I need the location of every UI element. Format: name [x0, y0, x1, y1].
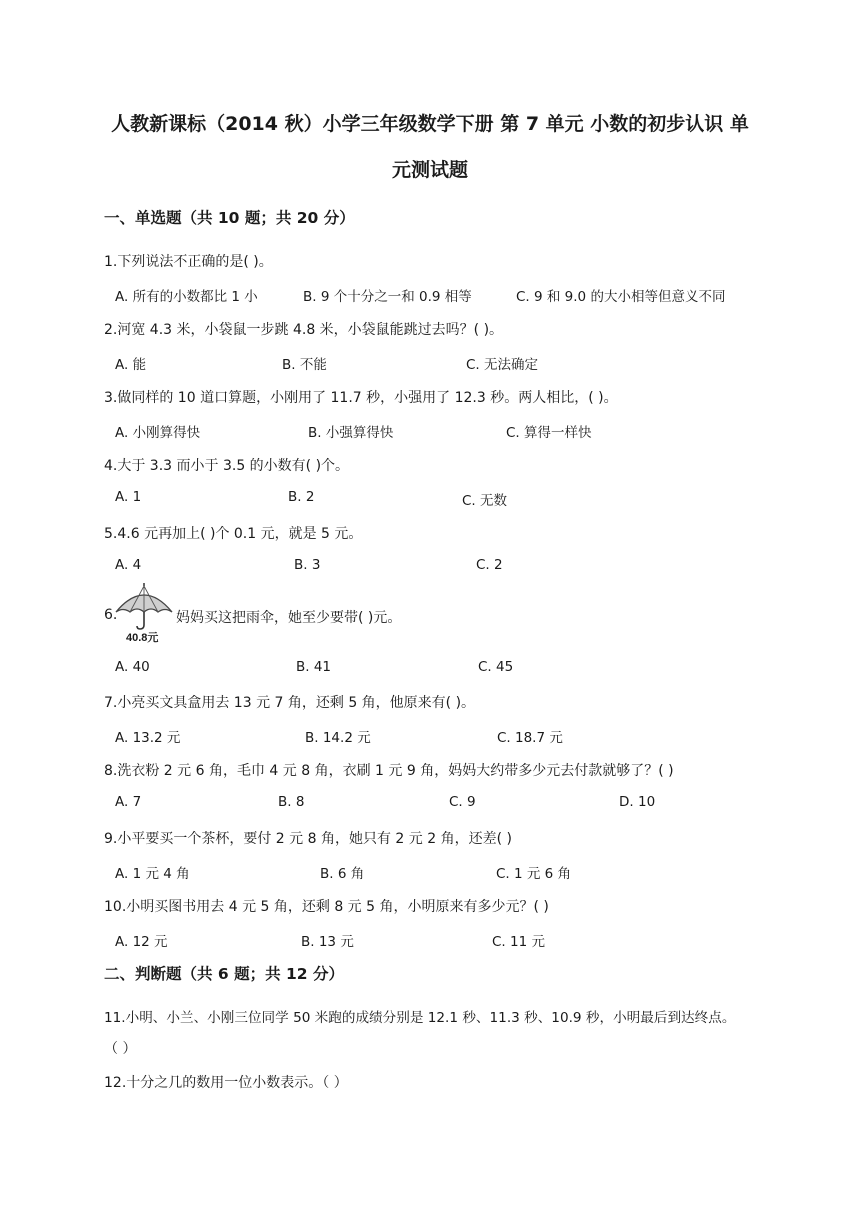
q8-option-c: C. 9	[449, 794, 476, 810]
q3-option-b: B. 小强算得快	[308, 425, 394, 441]
q3-option-c: C. 算得一样快	[506, 425, 592, 441]
q9-option-a: A. 1 元 4 角	[115, 866, 190, 882]
q5-option-c: C. 2	[476, 557, 503, 573]
q8-option-b: B. 8	[278, 794, 305, 810]
q7-option-a: A. 13.2 元	[115, 730, 181, 746]
question-12: 12.十分之几的数用一位小数表示。（ ）	[104, 1075, 348, 1091]
q1-option-c: C. 9 和 9.0 的大小相等但意义不同	[516, 289, 726, 305]
q10-option-b: B. 13 元	[301, 934, 354, 950]
section-heading-single-choice: 一、单选题（共 10 题；共 20 分）	[104, 209, 355, 227]
question-11-answer-blank: （ ）	[104, 1041, 137, 1057]
q6-option-b: B. 41	[296, 659, 332, 675]
question-9: 9.小平要买一个茶杯，要付 2 元 8 角，她只有 2 元 2 角，还差( )	[104, 831, 512, 847]
q1-option-a: A. 所有的小数都比 1 小	[115, 289, 258, 305]
q6-option-a: A. 40	[115, 659, 150, 675]
question-10: 10.小明买图书用去 4 元 5 角，还剩 8 元 5 角，小明原来有多少元？( )	[104, 899, 549, 915]
q2-option-b: B. 不能	[282, 357, 327, 373]
q8-option-d: D. 10	[619, 794, 656, 810]
q1-option-b: B. 9 个十分之一和 0.9 相等	[303, 289, 472, 305]
q2-option-a: A. 能	[115, 357, 147, 373]
q7-option-c: C. 18.7 元	[497, 730, 563, 746]
question-6: 妈妈买这把雨伞，她至少要带( )元。	[176, 610, 402, 626]
title-line-2: 元测试题	[391, 159, 468, 181]
q10-option-c: C. 11 元	[492, 934, 545, 950]
q3-option-a: A. 小刚算得快	[115, 425, 201, 441]
question-2: 2.河宽 4.3 米，小袋鼠一步跳 4.8 米，小袋鼠能跳过去吗？( )。	[104, 322, 504, 338]
q9-option-b: B. 6 角	[320, 866, 365, 882]
q9-option-c: C. 1 元 6 角	[496, 866, 572, 882]
q5-option-a: A. 4	[115, 557, 142, 573]
q2-option-c: C. 无法确定	[466, 357, 539, 373]
q4-option-b: B. 2	[288, 489, 315, 505]
question-4: 4.大于 3.3 而小于 3.5 的小数有( )个。	[104, 458, 350, 474]
question-11: 11.小明、小兰、小刚三位同学 50 米跑的成绩分别是 12.1 秒、11.3 秒、10.9 秒，小明最后到达终点。	[104, 1010, 736, 1026]
question-8: 8.洗衣粉 2 元 6 角，毛巾 4 元 8 角，衣刷 1 元 9 角，妈妈大约带多少元去付款就够了？( )	[104, 763, 674, 779]
question-3: 3.做同样的 10 道口算题，小刚用了 11.7 秒，小强用了 12.3 秒。两人相比，( )。	[104, 390, 618, 406]
umbrella-image	[114, 582, 174, 644]
q7-option-b: B. 14.2 元	[305, 730, 371, 746]
umbrella-price-label: 40.8元	[126, 632, 159, 644]
q6-option-c: C. 45	[478, 659, 514, 675]
q4-option-a: A. 1	[115, 489, 142, 505]
question-7: 7.小亮买文具盒用去 13 元 7 角，还剩 5 角，他原来有( )。	[104, 695, 476, 711]
q5-option-b: B. 3	[294, 557, 321, 573]
q4-option-c: C. 无数	[462, 493, 508, 509]
section-heading-judgement: 二、判断题（共 6 题；共 12 分）	[104, 965, 344, 983]
q10-option-a: A. 12 元	[115, 934, 168, 950]
title-line-1: 人教新课标（2014 秋）小学三年级数学下册 第 7 单元 小数的初步认识 单	[111, 113, 749, 135]
question-5: 5.4.6 元再加上( )个 0.1 元，就是 5 元。	[104, 526, 363, 542]
question-6-number: 6.	[104, 607, 118, 623]
q8-option-a: A. 7	[115, 794, 142, 810]
question-1: 1.下列说法不正确的是( )。	[104, 254, 273, 270]
